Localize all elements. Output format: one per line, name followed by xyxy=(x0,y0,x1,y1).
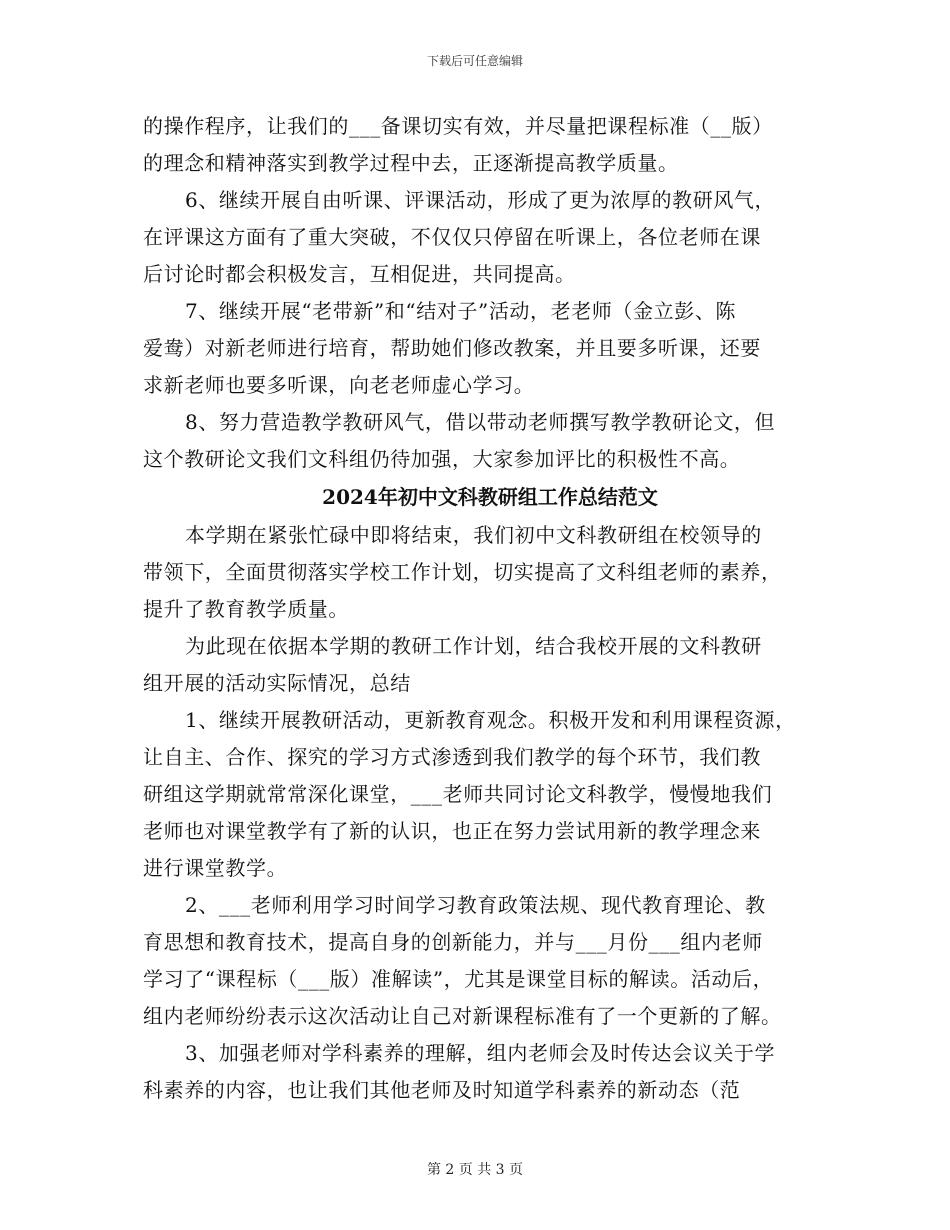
paragraph-line: 2、___老师利用学习时间学习教育政策法规、现代教育理论、教 xyxy=(185,893,766,917)
paragraph-line: 7、继续开展“老带新”和“结对子”活动，老老师（金立彭、陈 xyxy=(185,299,737,323)
paragraph-line: 研组这学期就常常深化课堂，___老师共同讨论文科教学，慢慢地我们 xyxy=(143,782,773,806)
paragraph-line: 组开展的活动实际情况，总结 xyxy=(143,671,411,695)
paragraph-line: 在评课这方面有了重大突破，不仅仅只停留在听课上，各位老师在课 xyxy=(143,225,761,249)
paragraph-line: 6、继续开展自由听课、评课活动，形成了更为浓厚的教研风气， xyxy=(185,188,776,212)
paragraph-line: 育思想和教育技术，提高自身的创新能力，并与___月份___组内老师 xyxy=(143,930,763,954)
paragraph-line: 科素养的内容，也让我们其他老师及时知道学科素养的新动态（范 xyxy=(143,1078,741,1102)
paragraph-line: 进行课堂教学。 xyxy=(143,856,288,880)
paragraph-line: 这个教研论文我们文科组仍待加强，大家参加评比的积极性不高。 xyxy=(143,447,741,471)
paragraph-line: 学习了“课程标（___版）准解读”，尤其是课堂目标的解读。活动后， xyxy=(143,967,774,991)
document-body xyxy=(143,108,815,1109)
paragraph-line: 爱鸯）对新老师进行培育，帮助她们修改教案，并且要多听课，还要 xyxy=(143,336,761,360)
paragraph-line: 本学期在紧张忙碌中即将结束，我们初中文科教研组在校领导的 xyxy=(185,523,762,547)
page-header-note: 下载后可任意编辑 xyxy=(426,54,523,68)
paragraph-line: 求新老师也要多听课，向老老师虚心学习。 xyxy=(143,373,535,397)
paragraph-line: 为此现在依据本学期的教研工作计划，结合我校开展的文科教研 xyxy=(185,634,762,658)
paragraph-line: 的理念和精神落实到教学过程中去，正逐渐提高教学质量。 xyxy=(143,151,679,175)
paragraph-line: 让自主、合作、探究的学习方式渗透到我们教学的每个环节，我们教 xyxy=(143,745,761,769)
paragraph-line: 3、加强老师对学科素养的理解，组内老师会及时传达会议关于学 xyxy=(185,1041,776,1065)
paragraph-line: 组内老师纷纷表示这次活动让自己对新课程标准有了一个更新的了解。 xyxy=(143,1004,782,1028)
paragraph-line: 1、继续开展教研活动，更新教育观念。积极开发和利用课程资源， xyxy=(185,708,796,732)
paragraph-line: 8、努力营造教学教研风气，借以带动老师撰写教学教研论文，但 xyxy=(185,410,776,434)
section-heading: 2024年初中文科教研组工作总结范文 xyxy=(322,485,658,509)
page-number: 第 2 页 共 3 页 xyxy=(426,1162,524,1178)
paragraph-line: 老师也对课堂教学有了新的认识，也正在努力尝试用新的教学理念来 xyxy=(143,819,761,843)
paragraph-line: 提升了教育教学质量。 xyxy=(143,597,349,621)
paragraph-line: 的操作程序，让我们的___备课切实有效，并尽量把课程标准（__版） xyxy=(143,114,773,138)
paragraph-line: 后讨论时都会积极发言，互相促进，共同提高。 xyxy=(143,262,576,286)
paragraph-line: 带领下，全面贯彻落实学校工作计划，切实提高了文科组老师的素养， xyxy=(143,560,782,584)
